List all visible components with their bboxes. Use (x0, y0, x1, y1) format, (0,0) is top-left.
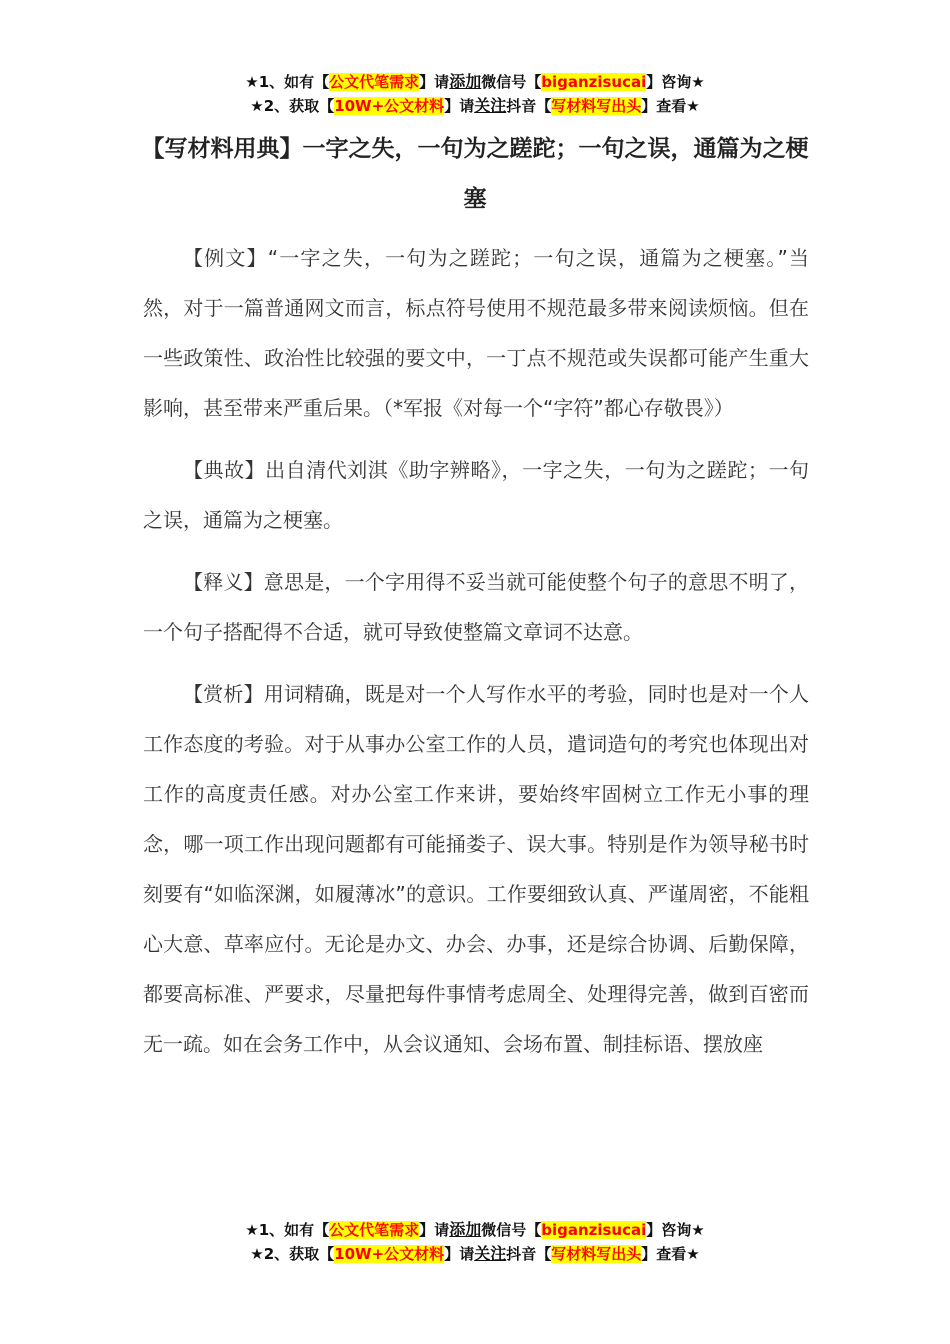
promo-text: 】请 (419, 1221, 450, 1239)
promo-highlight: biganzisucai (541, 1221, 647, 1239)
document-title: 【写材料用典】一字之失，一句为之蹉跎；一句之误，通篇为之梗塞 (141, 136, 809, 212)
promo-text: ★2、获取【 (250, 97, 335, 115)
promo-highlight: biganzisucai (541, 73, 647, 91)
promo-text: 】查看★ (641, 97, 700, 115)
promo-text: 】查看★ (641, 1245, 700, 1263)
paragraph-origin: 【典故】出自清代刘淇《助字辨略》，一字之失，一句为之蹉跎；一句之误，通篇为之梗塞。 (143, 458, 809, 532)
promo-text: 抖音【 (506, 97, 552, 115)
promo-text: 】请 (419, 73, 450, 91)
promo-underline: 关注 (474, 96, 507, 115)
promo-text: ★1、如有【 (245, 1221, 330, 1239)
promo-text: 】咨询★ (646, 73, 705, 91)
promo-text: 抖音【 (506, 1245, 552, 1263)
promo-line-1 (0, 1218, 950, 1242)
promo-text: 】咨询★ (646, 1221, 705, 1239)
promo-line-2 (0, 94, 950, 118)
promo-underline: 添加 (449, 1220, 482, 1239)
paragraph-example: 【例文】“一字之失，一句为之蹉跎；一句之误，通篇为之梗塞。”当然，对于一篇普通网文而言，标点符号使用不规范最多带来阅读烦恼。但在一些政策性、政治性比较强的要文中，一丁点不规范或失误都可能产生重大影响，甚至带来严重后果。（*军报《对每一个“字符”都心存敬畏》） (143, 246, 809, 420)
promo-text: 微信号【 (481, 1221, 542, 1239)
promo-highlight: 10W+公文材料 (334, 1245, 445, 1263)
promo-line-1 (0, 70, 950, 94)
footer-promo (0, 1218, 950, 1266)
document-body (143, 233, 809, 1081)
promo-underline: 添加 (449, 72, 482, 91)
paragraph-analysis: 【赏析】用词精确，既是对一个人写作水平的考验，同时也是对一个人工作态度的考验。对于从事办公室工作的人员，遣词造句的考究也体现出对工作的高度责任感。对办公室工作来讲，要始终牢固树立工作无小事的理念，哪一项工作出现问题都有可能捅娄子、误大事。特别是作为领导秘书时刻要有“如临深渊，如履薄冰”的意识。工作要细致认真、严谨周密，不能粗心大意、草率应付。无论是办文、办会、办事，还是综合协调、后勤保障，都要高标准、严要求，尽量把每件事情考虑周全、处理得完善，做到百密而无一疏。如在会务工作中，从会议通知、会场布置、制挂标语、摆放座 (143, 682, 809, 1056)
promo-line-2 (0, 1242, 950, 1266)
promo-text: ★2、获取【 (250, 1245, 335, 1263)
promo-text: 】请 (444, 97, 475, 115)
promo-highlight: 公文代笔需求 (329, 1221, 420, 1239)
paragraph-meaning: 【释义】意思是，一个字用得不妥当就可能使整个句子的意思不明了，一个句子搭配得不合适，就可导致使整篇文章词不达意。 (143, 570, 809, 644)
promo-text: 微信号【 (481, 73, 542, 91)
promo-highlight: 写材料写出头 (551, 1245, 642, 1263)
promo-text: ★1、如有【 (245, 73, 330, 91)
header-promo (0, 70, 950, 118)
promo-underline: 关注 (474, 1244, 507, 1263)
promo-text: 】请 (444, 1245, 475, 1263)
promo-highlight: 10W+公文材料 (334, 97, 445, 115)
promo-highlight: 公文代笔需求 (329, 73, 420, 91)
promo-highlight: 写材料写出头 (551, 97, 642, 115)
